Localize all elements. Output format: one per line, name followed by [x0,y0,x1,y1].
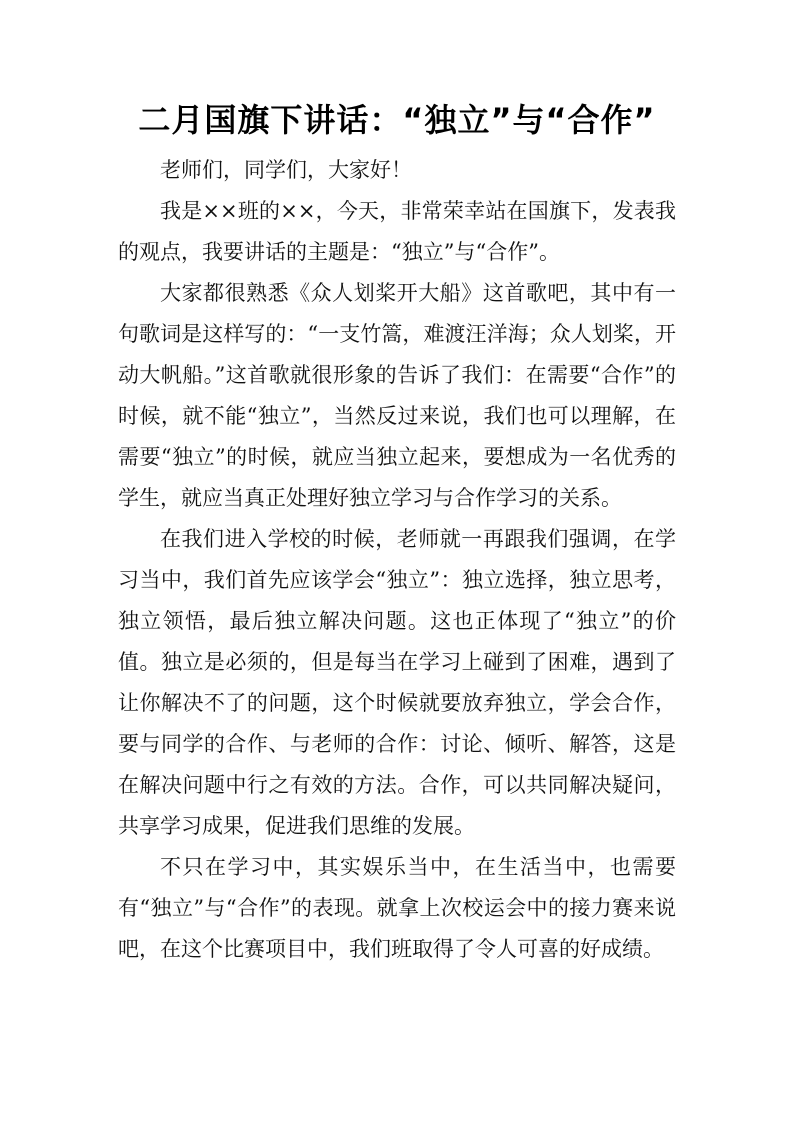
page-title: 二月国旗下讲话：“独立”与“合作” [138,101,656,139]
song-paragraph: 大家都很熟悉《众人划桨开大船》这首歌吧，其中有一句歌词是这样写的：“一支竹篙，难渡汪洋海；众人划桨，开动大帆船。”这首歌就很形象的告诉了我们：在需要“合作”的时候，就不能“独立”，当然反过来说，我们也可以理解，在需要“独立”的时候，就应当独立起来，要想成为一名优秀的学生，就应当真正处理好独立学习与合作学习的关系。 [118,281,676,510]
speech-body [118,150,676,970]
study-paragraph: 在我们进入学校的时候，老师就一再跟我们强调，在学习当中，我们首先应该学会“独立”：独立选择，独立思考，独立领悟，最后独立解决问题。这也正体现了“独立”的价值。独立是必须的，但是每当在学习上碰到了困难，遇到了让你解决不了的问题，这个时候就要放弃独立，学会合作，要与同学的合作、与老师的合作：讨论、倾听、解答，这是在解决问题中行之有效的方法。合作，可以共同解决疑问，共享学习成果，促进我们思维的发展。 [118,527,676,838]
introduction-paragraph: 我是××班的××，今天，非常荣幸站在国旗下，发表我的观点，我要讲话的主题是：“独立”与“合作”。 [118,199,676,264]
life-paragraph: 不只在学习中，其实娱乐当中，在生活当中，也需要有“独立”与“合作”的表现。就拿上次校运会中的接力赛来说吧，在这个比赛项目中，我们班取得了令人可喜的好成绩。 [118,855,676,961]
greeting-paragraph: 老师们，同学们，大家好！ [160,158,412,182]
